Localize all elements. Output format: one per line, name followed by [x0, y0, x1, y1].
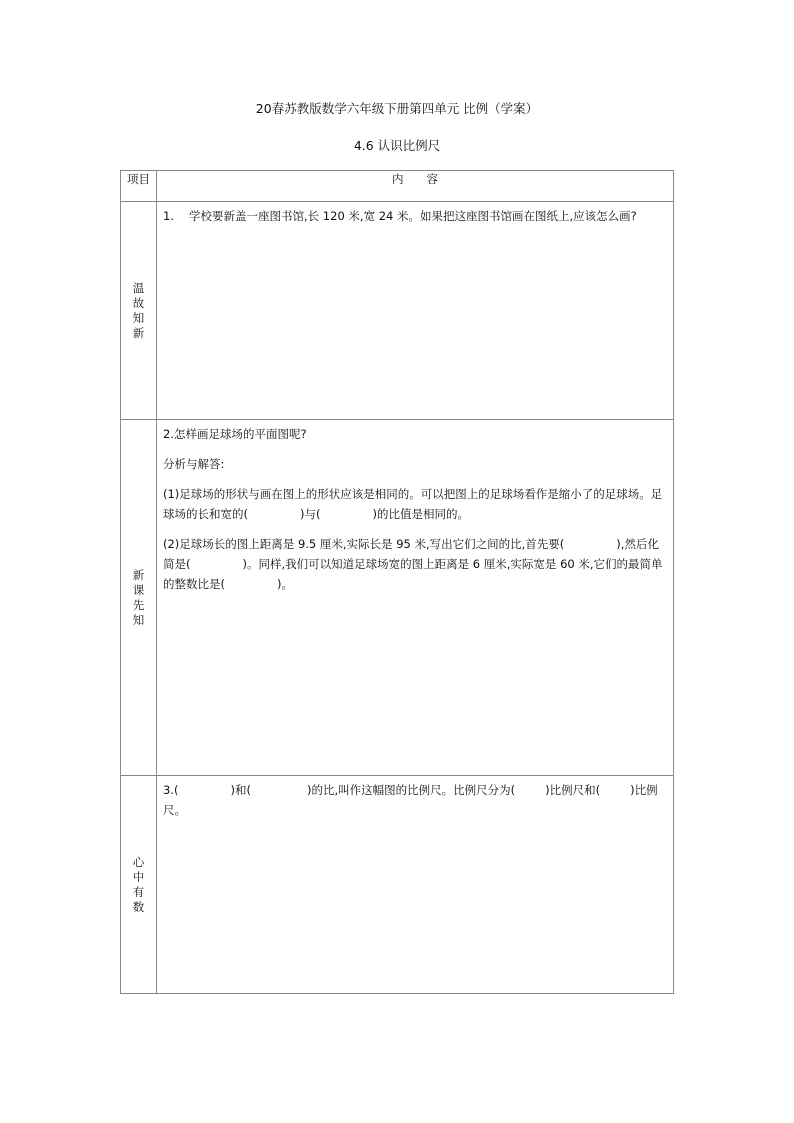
analysis-paragraph-1: (1)足球场的形状与画在图上的形状应该是相同的。可以把图上的足球场看作是缩小了的足球场。足球场的长和宽的( )与( )的比值是相同的。 — [163, 487, 663, 521]
document-title: 20春苏教版数学六年级下册第四单元 比例（学案） — [255, 101, 539, 116]
section-review-row — [121, 202, 674, 420]
lesson-subtitle: 4.6 认识比例尺 — [353, 138, 441, 153]
section-summary-label: 心 中 有 数 — [121, 776, 157, 994]
question-1 — [163, 206, 667, 226]
section-review-content — [157, 202, 674, 420]
question-3: 3.( )和( )的比,叫作这幅图的比例尺。比例尺分为( )比例尺和( )比例尺。 — [163, 783, 658, 817]
section-preview-row — [121, 420, 674, 776]
section-preview-label: 新 课 先 知 — [121, 420, 157, 776]
question-1-number: 1. — [163, 209, 174, 223]
worksheet-table — [120, 170, 674, 994]
section-summary-row — [121, 776, 674, 994]
question-2-title: 2.怎样画足球场的平面图呢? — [163, 427, 307, 441]
header-item-cell: 项目 — [121, 171, 157, 202]
analysis-label: 分析与解答: — [163, 457, 225, 471]
section-review-label: 温 故 知 新 — [121, 202, 157, 420]
section-preview-content — [157, 420, 674, 776]
section-summary-content — [157, 776, 674, 994]
analysis-paragraph-2: (2)足球场长的图上距离是 9.5 厘米,实际长是 95 米,写出它们之间的比,首先要( ),然后化简是( )。同样,我们可以知道足球场宽的图上距离是 6 厘米,实际宽是 60 米,它们的最简单的整数比是( )。 — [163, 537, 663, 591]
table-header-row — [121, 171, 674, 202]
header-content-cell: 内 容 — [157, 171, 674, 202]
question-1-text: 学校要新盖一座图书馆,长 120 米,宽 24 米。如果把这座图书馆画在图纸上,应该怎么画? — [189, 209, 637, 223]
